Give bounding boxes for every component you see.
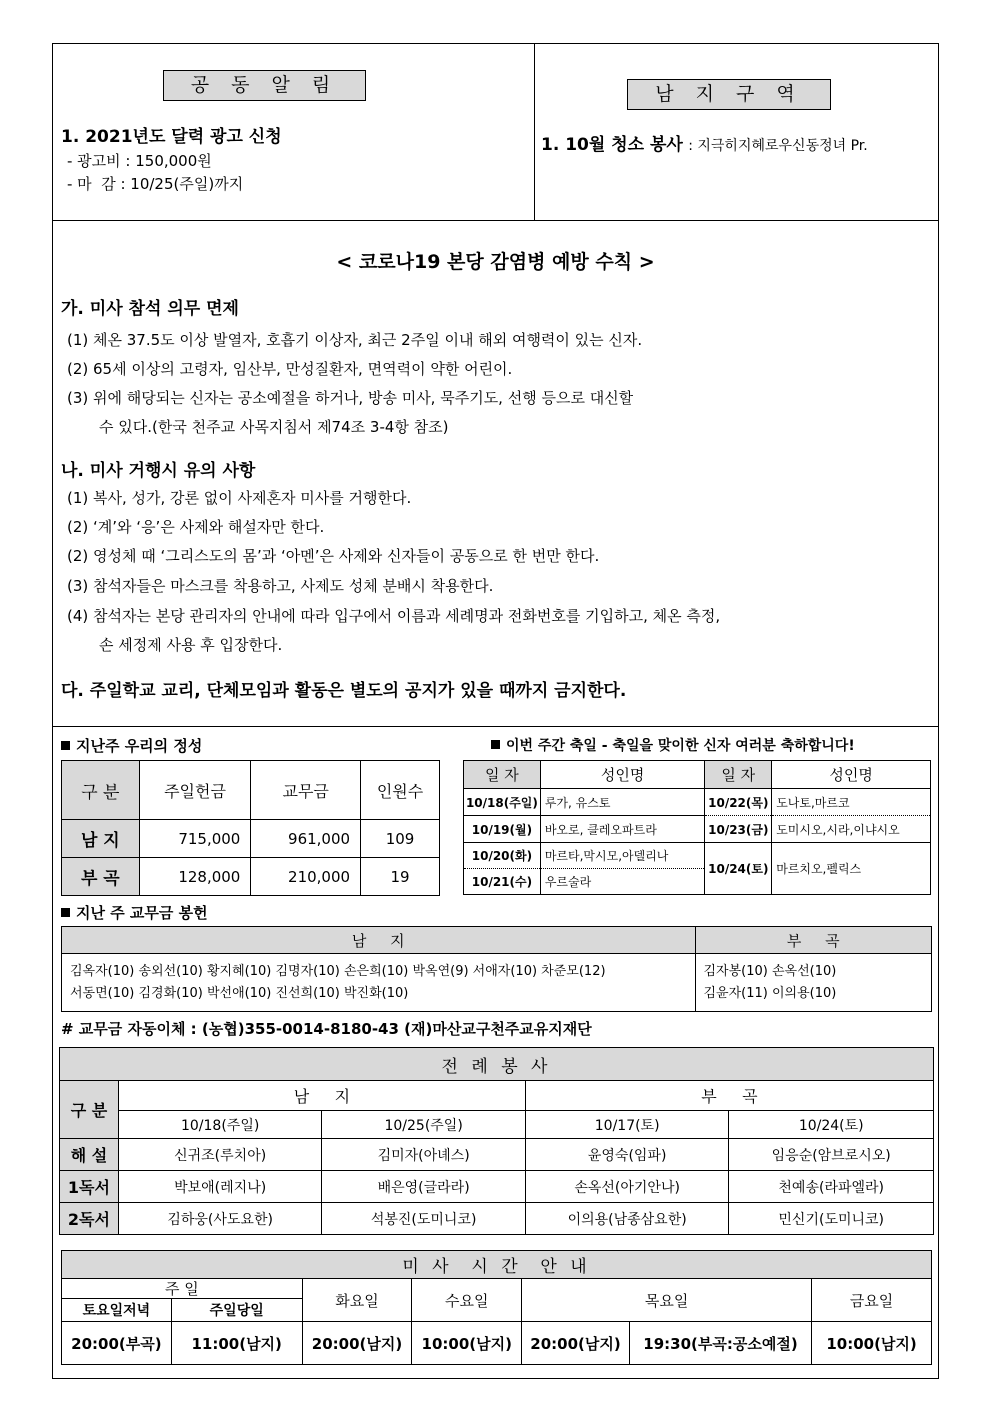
feast-title bbox=[491, 735, 855, 755]
liturgy-name: 박보애(레지나) bbox=[118, 1171, 321, 1203]
feast-saint: 마르타,막시모,아델리나 bbox=[540, 843, 705, 869]
divider-top bbox=[53, 220, 938, 221]
offering-title-text: 지난주 우리의 정성 bbox=[76, 737, 203, 755]
notice-deadline: - 마 감 : 10/25(주일)까지 bbox=[67, 175, 244, 193]
offering-row-sunday: 128,000 bbox=[139, 858, 251, 896]
mass-header-wed: 수요일 bbox=[412, 1279, 522, 1322]
liturgy-role: 1독서 bbox=[60, 1171, 119, 1203]
liturgy-role: 해 설 bbox=[60, 1139, 119, 1171]
bullet-square-icon bbox=[61, 908, 70, 917]
covid-section-a: 가. 미사 참석 의무 면제 bbox=[61, 299, 239, 319]
district-title: 남 지 구 역 bbox=[627, 79, 831, 110]
dues-bugok-list bbox=[695, 954, 932, 1012]
mass-header-fri: 금요일 bbox=[812, 1279, 932, 1322]
feast-date: 10/23(금) bbox=[705, 816, 772, 843]
dues-title bbox=[61, 902, 208, 923]
mass-title: 미 사 시 간 안 내 bbox=[62, 1251, 932, 1279]
mass-time: 20:00(남지) bbox=[522, 1322, 630, 1365]
offering-header-count: 인원수 bbox=[361, 761, 440, 820]
covid-a2: (2) 65세 이상의 고령자, 임산부, 만성질환자, 면역력이 약한 어린이. bbox=[67, 360, 513, 378]
bulletin-page bbox=[52, 43, 939, 1379]
liturgy-table bbox=[59, 1047, 934, 1235]
feast-saint: 바오로, 클레오파트라 bbox=[540, 816, 705, 843]
offering-row-dues: 210,000 bbox=[251, 858, 361, 896]
feast-header-saint: 성인명 bbox=[540, 761, 705, 789]
covid-a3-cont: 수 있다.(한국 천주교 사목지침서 제74조 3-4항 참조) bbox=[99, 418, 449, 436]
liturgy-date: 10/17(토) bbox=[525, 1111, 729, 1139]
feast-title-text: 이번 주간 축일 - 축일을 맞이한 신자 여러분 축하합니다! bbox=[506, 738, 855, 754]
liturgy-date: 10/25(주일) bbox=[322, 1111, 525, 1139]
covid-a3: (3) 위에 해당되는 신자는 공소예절을 하거나, 방송 미사, 묵주기도, 선행 등으로 대신할 bbox=[67, 389, 634, 407]
offering-row-name: 부 곡 bbox=[62, 858, 140, 896]
feast-header-saint: 성인명 bbox=[772, 761, 931, 789]
offering-table bbox=[61, 760, 440, 896]
dues-namji-list bbox=[62, 954, 696, 1012]
mass-header-tue: 화요일 bbox=[302, 1279, 412, 1322]
liturgy-name: 임응순(암브로시오) bbox=[729, 1139, 934, 1171]
feast-saint: 도미시오,시라,이냐시오 bbox=[772, 816, 931, 843]
liturgy-name: 석봉진(도미니코) bbox=[322, 1203, 525, 1235]
dues-auto-transfer: # 교무금 자동이체 : (농협)355-0014-8180-43 (재)마산교구천주교유지재단 bbox=[61, 1020, 592, 1038]
offering-row-count: 19 bbox=[361, 858, 440, 896]
mass-time: 11:00(남지) bbox=[171, 1322, 302, 1365]
liturgy-name: 신귀조(루치아) bbox=[118, 1139, 321, 1171]
covid-b3: (2) 영성체 때 ‘그리스도의 몸’과 ‘아멘’은 사제와 신자들이 공동으로 한 번만 한다. bbox=[67, 547, 600, 565]
district-item-value: : 지극히지혜로우신동정녀 Pr. bbox=[688, 138, 868, 154]
dues-title-text: 지난 주 교무금 봉헌 bbox=[76, 904, 208, 922]
liturgy-title: 전 례 봉 사 bbox=[60, 1048, 934, 1081]
feast-saint: 도나토,마르코 bbox=[772, 789, 931, 816]
vertical-divider bbox=[534, 44, 535, 220]
offering-row-count: 109 bbox=[361, 820, 440, 858]
feast-header-date: 일 자 bbox=[464, 761, 541, 789]
dues-namji-line: 서동면(10) 김경화(10) 박선애(10) 진선희(10) 박진화(10) bbox=[70, 985, 409, 1001]
liturgy-date: 10/24(토) bbox=[729, 1111, 934, 1139]
feast-date: 10/24(토) bbox=[705, 843, 772, 895]
liturgy-name: 김미자(아녜스) bbox=[322, 1139, 525, 1171]
offering-row-name: 남 지 bbox=[62, 820, 140, 858]
liturgy-name: 김하웅(사도요한) bbox=[118, 1203, 321, 1235]
liturgy-date: 10/18(주일) bbox=[118, 1111, 321, 1139]
dues-namji-line: 김옥자(10) 송외선(10) 황지혜(10) 김명자(10) 손은희(10) 박옥연(9) 서애자(10) 차준모(12) bbox=[70, 963, 606, 979]
offering-row-sunday: 715,000 bbox=[139, 820, 251, 858]
mass-time: 10:00(남지) bbox=[812, 1322, 932, 1365]
bullet-square-icon bbox=[491, 740, 500, 749]
liturgy-header-div: 구 분 bbox=[60, 1081, 119, 1139]
mass-time: 20:00(남지) bbox=[302, 1322, 412, 1365]
liturgy-header-namji: 남 지 bbox=[118, 1081, 525, 1111]
offering-title bbox=[61, 735, 202, 756]
liturgy-header-bugok: 부 곡 bbox=[525, 1081, 933, 1111]
mass-table bbox=[61, 1250, 932, 1365]
covid-section-b: 나. 미사 거행시 유의 사항 bbox=[61, 461, 256, 481]
mass-header-sun-day: 주일당일 bbox=[171, 1299, 302, 1322]
feast-header-date: 일 자 bbox=[705, 761, 772, 789]
dues-table bbox=[61, 926, 932, 1012]
covid-section-c: 다. 주일학교 교리, 단체모임과 활동은 별도의 공지가 있을 때까지 금지한다. bbox=[61, 681, 627, 701]
liturgy-name: 민신기(도미니코) bbox=[729, 1203, 934, 1235]
covid-a1: (1) 체온 37.5도 이상 발열자, 호흡기 이상자, 최근 2주일 이내 해외 여행력이 있는 신자. bbox=[67, 331, 643, 349]
feast-date: 10/22(목) bbox=[705, 789, 772, 816]
feast-saint: 루가, 유스토 bbox=[540, 789, 705, 816]
liturgy-name: 이의용(남종삼요한) bbox=[525, 1203, 729, 1235]
feast-saint: 우르술라 bbox=[540, 869, 705, 895]
feast-date: 10/21(수) bbox=[464, 869, 541, 895]
dues-bugok-line: 김자봉(10) 손옥선(10) bbox=[703, 963, 837, 979]
dues-header-bugok: 부 곡 bbox=[695, 927, 932, 954]
mass-header-thu: 목요일 bbox=[522, 1279, 812, 1322]
covid-b2: (2) ‘계’와 ‘응’은 사제와 해설자만 한다. bbox=[67, 518, 325, 536]
feast-date: 10/20(화) bbox=[464, 843, 541, 869]
feast-date: 10/19(월) bbox=[464, 816, 541, 843]
feast-saint: 마르치오,펠릭스 bbox=[772, 843, 931, 895]
mass-header-sunday: 주 일 bbox=[62, 1279, 303, 1299]
liturgy-name: 배은영(글라라) bbox=[322, 1171, 525, 1203]
mass-header-sat-eve: 토요일저녁 bbox=[62, 1299, 172, 1322]
notice-title: 공 동 알 림 bbox=[163, 70, 366, 101]
offering-row-dues: 961,000 bbox=[251, 820, 361, 858]
offering-header-dues: 교무금 bbox=[251, 761, 361, 820]
bullet-square-icon bbox=[61, 741, 70, 750]
liturgy-role: 2독서 bbox=[60, 1203, 119, 1235]
covid-title: < 코로나19 본당 감염병 예방 수칙 > bbox=[336, 251, 655, 273]
liturgy-name: 천예송(라파엘라) bbox=[729, 1171, 934, 1203]
covid-b4: (3) 참석자들은 마스크를 착용하고, 사제도 성체 분배시 착용한다. bbox=[67, 577, 494, 595]
liturgy-name: 윤영숙(임파) bbox=[525, 1139, 729, 1171]
mass-time: 19:30(부곡:공소예절) bbox=[629, 1322, 811, 1365]
feast-table bbox=[463, 760, 931, 895]
district-item bbox=[541, 130, 868, 155]
mass-time: 10:00(남지) bbox=[412, 1322, 522, 1365]
notice-fee: - 광고비 : 150,000원 bbox=[67, 152, 212, 170]
feast-date: 10/18(주일) bbox=[464, 789, 541, 816]
liturgy-name: 손옥선(아기안나) bbox=[525, 1171, 729, 1203]
divider-middle bbox=[53, 726, 938, 727]
covid-b1: (1) 복사, 성가, 강론 없이 사제혼자 미사를 거행한다. bbox=[67, 489, 412, 507]
district-item-label: 1. 10월 청소 봉사 bbox=[541, 135, 683, 155]
dues-header-namji: 남 지 bbox=[62, 927, 696, 954]
covid-b5-cont: 손 세정제 사용 후 입장한다. bbox=[99, 636, 283, 654]
covid-b5: (4) 참석자는 본당 관리자의 안내에 따라 입구에서 이름과 세례명과 전화번호를 기입하고, 체온 측정, bbox=[67, 607, 721, 625]
offering-header-div: 구 분 bbox=[62, 761, 140, 820]
offering-header-sunday: 주일헌금 bbox=[139, 761, 251, 820]
dues-bugok-line: 김윤자(11) 이의용(10) bbox=[703, 985, 837, 1001]
mass-time: 20:00(부곡) bbox=[62, 1322, 172, 1365]
notice-item-1: 1. 2021년도 달력 광고 신청 bbox=[61, 127, 282, 147]
